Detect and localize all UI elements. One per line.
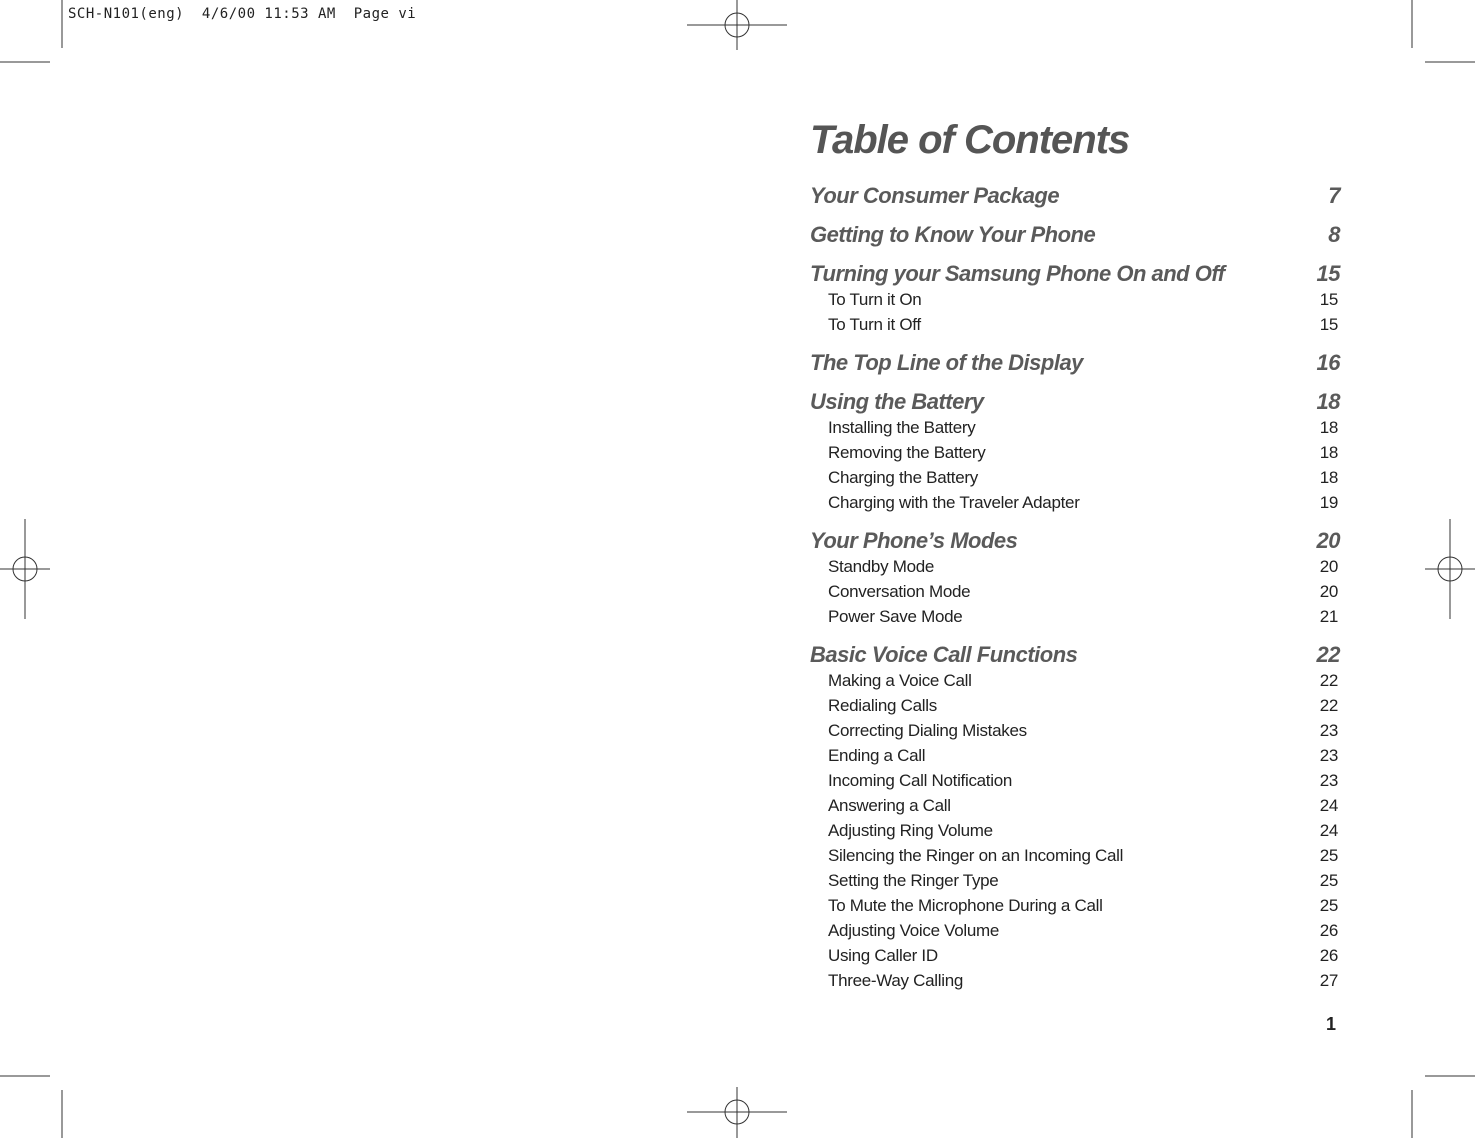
toc-section: [810, 349, 1340, 376]
toc-section-heading: [810, 527, 1340, 554]
toc-entry-page: 22: [1319, 671, 1338, 690]
toc-entry: [810, 693, 1340, 718]
toc-entry: [810, 843, 1340, 868]
toc-section: [810, 641, 1340, 993]
toc-entry-page: 22: [1319, 696, 1338, 715]
toc-section-heading: [810, 260, 1340, 287]
toc-section-page: 15: [1316, 261, 1340, 286]
toc-entry: [810, 968, 1340, 993]
toc-entry: [810, 768, 1340, 793]
table-of-contents: [810, 112, 1340, 1005]
toc-entry: [810, 943, 1340, 968]
toc-entry-page: 21: [1319, 607, 1338, 626]
toc-entry-page: 23: [1319, 721, 1338, 740]
toc-entry: [810, 287, 1340, 312]
toc-section: [810, 260, 1340, 337]
toc-entry-label: Adjusting Ring Volume: [828, 821, 993, 840]
toc-entry-label: Incoming Call Notification: [828, 771, 1013, 790]
toc-entry-label: Charging with the Traveler Adapter: [828, 493, 1080, 512]
toc-entry-page: 25: [1319, 896, 1338, 915]
toc-entry: [810, 918, 1340, 943]
toc-section-title: Turning your Samsung Phone On and Off: [810, 261, 1225, 286]
registration-mark-right: [1425, 519, 1475, 619]
toc-entry: [810, 440, 1340, 465]
toc-section-heading: [810, 182, 1340, 209]
toc-section: [810, 182, 1340, 209]
toc-entry-page: 15: [1319, 290, 1338, 309]
toc-entry: [810, 415, 1340, 440]
toc-entry-page: 27: [1319, 971, 1338, 990]
toc-entry-page: 26: [1319, 921, 1338, 940]
toc-entry: [810, 743, 1340, 768]
toc-entry-page: 23: [1319, 746, 1338, 765]
toc-section-title: Your Phone’s Modes: [810, 528, 1018, 553]
toc-entry: [810, 579, 1340, 604]
toc-entry-page: 15: [1319, 315, 1338, 334]
toc-entry-label: Using Caller ID: [828, 946, 938, 965]
toc-entry: [810, 718, 1340, 743]
page-number: 1: [1326, 1014, 1337, 1034]
toc-section-heading: [810, 641, 1340, 668]
toc-entry-page: 24: [1319, 821, 1338, 840]
toc-section-page: 20: [1316, 528, 1340, 553]
toc-entry: [810, 490, 1340, 515]
toc-entry-page: 25: [1319, 871, 1338, 890]
toc-section-heading: [810, 221, 1340, 248]
toc-section-page: 18: [1316, 389, 1340, 414]
toc-entry: [810, 312, 1340, 337]
toc-entry: [810, 818, 1340, 843]
toc-entry-label: Silencing the Ringer on an Incoming Call: [828, 846, 1124, 865]
toc-section-title: Your Consumer Package: [810, 183, 1060, 208]
toc-section: [810, 221, 1340, 248]
toc-section-page: 16: [1316, 350, 1340, 375]
toc-entry-label: Making a Voice Call: [828, 671, 972, 690]
toc-sections: [810, 182, 1340, 993]
toc-entry-label: Three-Way Calling: [828, 971, 964, 990]
toc-section: [810, 388, 1340, 515]
toc-section-heading: [810, 388, 1340, 415]
registration-mark-bottom: [687, 1087, 787, 1138]
registration-mark-left: [0, 519, 50, 619]
toc-title: Table of Contents: [810, 118, 1130, 162]
toc-section-page: 8: [1328, 222, 1340, 247]
toc-entry-label: Correcting Dialing Mistakes: [828, 721, 1027, 740]
toc-entry-label: To Turn it Off: [828, 315, 921, 334]
toc-section: [810, 527, 1340, 629]
toc-entry-page: 24: [1319, 796, 1338, 815]
toc-section-page: 7: [1328, 183, 1340, 208]
toc-section-title: Using the Battery: [810, 389, 984, 414]
print-slug: SCH-N101(eng) 4/6/00 11:53 AM Page vi: [68, 6, 417, 22]
toc-entry-label: Standby Mode: [828, 557, 935, 576]
toc-section-page: 22: [1316, 642, 1340, 667]
toc-entry-label: Removing the Battery: [828, 443, 986, 462]
toc-section-title: Basic Voice Call Functions: [810, 642, 1078, 667]
toc-entry-label: Power Save Mode: [828, 607, 963, 626]
toc-entry: [810, 868, 1340, 893]
toc-entry-page: 25: [1319, 846, 1338, 865]
toc-entry-page: 18: [1319, 468, 1338, 487]
toc-entry-page: 18: [1319, 418, 1338, 437]
toc-entry-label: Answering a Call: [828, 796, 951, 815]
registration-mark-top: [687, 0, 787, 50]
toc-entry-label: Ending a Call: [828, 746, 926, 765]
toc-entry-page: 26: [1319, 946, 1338, 965]
toc-entry-label: To Turn it On: [828, 290, 922, 309]
toc-entry-label: Conversation Mode: [828, 582, 971, 601]
toc-entry-page: 20: [1319, 557, 1338, 576]
toc-entry: [810, 604, 1340, 629]
toc-entry-label: Installing the Battery: [828, 418, 976, 437]
toc-entry: [810, 554, 1340, 579]
toc-entry: [810, 893, 1340, 918]
toc-entry: [810, 465, 1340, 490]
toc-entry-label: Charging the Battery: [828, 468, 978, 487]
toc-entry-page: 20: [1319, 582, 1338, 601]
toc-section-title: The Top Line of the Display: [810, 350, 1083, 375]
toc-entry: [810, 668, 1340, 693]
toc-entry-page: 19: [1319, 493, 1338, 512]
toc-entry: [810, 793, 1340, 818]
toc-entry-page: 23: [1319, 771, 1338, 790]
toc-section-title: Getting to Know Your Phone: [810, 222, 1096, 247]
toc-entry-page: 18: [1319, 443, 1338, 462]
toc-entry-label: Redialing Calls: [828, 696, 937, 715]
toc-entry-label: To Mute the Microphone During a Call: [828, 896, 1103, 915]
toc-entry-label: Adjusting Voice Volume: [828, 921, 1000, 940]
toc-section-heading: [810, 349, 1340, 376]
toc-entry-label: Setting the Ringer Type: [828, 871, 999, 890]
